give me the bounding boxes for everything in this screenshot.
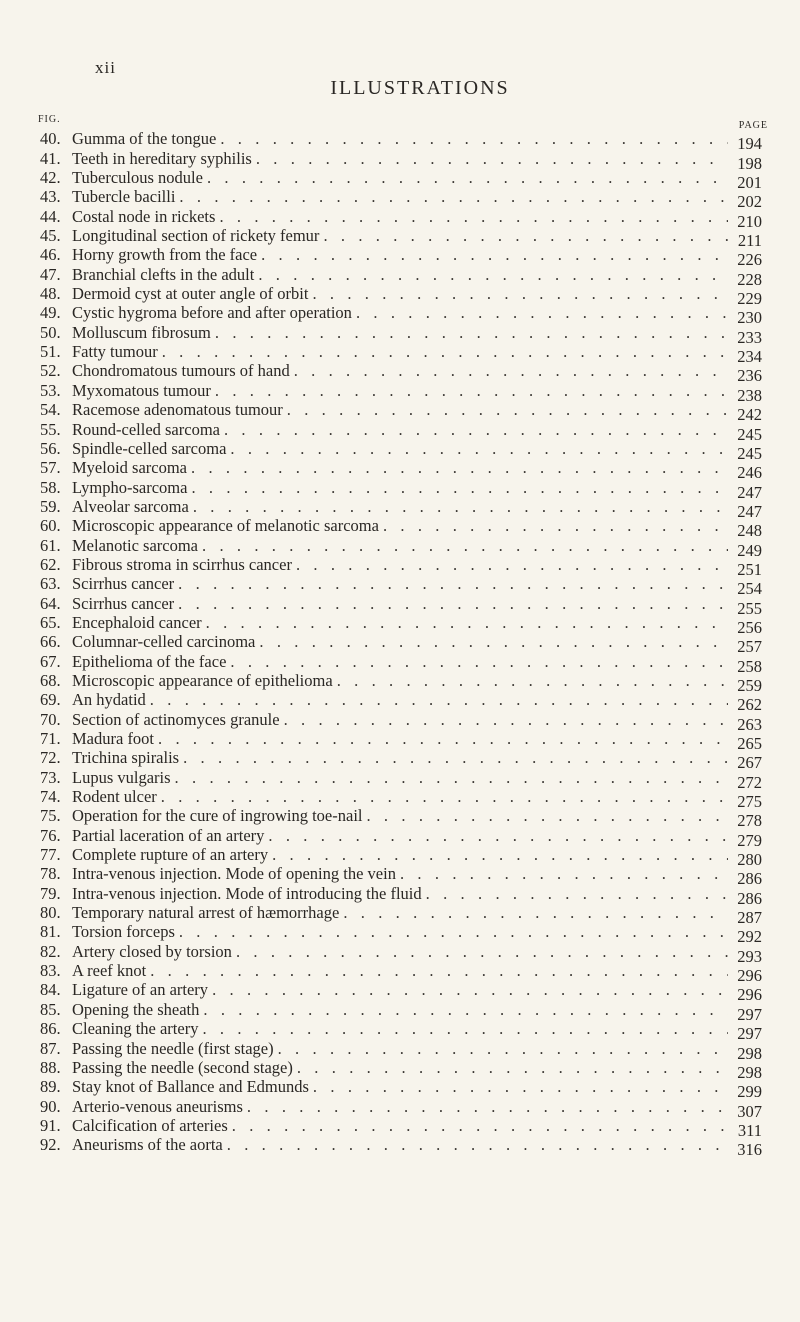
dot-leader	[179, 922, 728, 941]
page-reference: 265	[737, 734, 762, 753]
figure-number: 46.	[40, 245, 61, 265]
figure-number: 49.	[40, 303, 61, 323]
figure-number: 70.	[40, 709, 61, 729]
page-reference: 228	[737, 269, 762, 289]
page-reference: 233	[737, 327, 762, 347]
list-item	[40, 400, 762, 425]
page-reference: 286	[737, 888, 762, 908]
dot-leader	[426, 884, 728, 903]
dot-leader	[162, 342, 728, 361]
dot-leader	[343, 903, 728, 922]
page-reference: 245	[737, 443, 762, 463]
figure-title: Aneurisms of the aorta	[72, 1135, 223, 1155]
page-reference: 202	[737, 192, 762, 212]
figure-number: 77.	[40, 845, 61, 865]
page-reference: 247	[737, 501, 762, 521]
dot-leader	[258, 265, 728, 284]
list-item	[40, 361, 762, 386]
list-item	[40, 806, 762, 831]
list-item	[40, 690, 762, 715]
list-item	[40, 458, 762, 483]
dot-leader	[383, 516, 728, 535]
page-number: xii	[95, 58, 116, 77]
figure-number: 47.	[40, 264, 61, 284]
figure-number: 76.	[40, 825, 61, 845]
list-item	[40, 303, 762, 328]
dot-leader	[191, 458, 728, 477]
figure-title: Lympho-sarcoma	[72, 477, 188, 497]
figure-title: Madura foot	[72, 729, 155, 748]
figure-number: 74.	[40, 787, 61, 807]
figure-title: Costal node in rickets	[72, 206, 216, 226]
figure-title: Tuberculous nodule	[72, 168, 203, 188]
figure-title: Gumma of the tongue	[72, 129, 217, 149]
page-reference: 245	[737, 424, 762, 444]
dot-leader	[178, 594, 728, 613]
figure-number: 71.	[40, 729, 61, 748]
dot-leader	[261, 245, 728, 264]
page-reference: 236	[737, 366, 762, 386]
figure-title: Scirrhus cancer	[72, 593, 175, 613]
dot-leader	[175, 768, 728, 787]
figure-title: Teeth in hereditary syphilis	[72, 148, 252, 168]
figure-title: Melanotic sarcoma	[72, 535, 198, 555]
dot-leader	[178, 574, 728, 593]
dot-leader	[236, 942, 728, 961]
figure-title: Artery closed by torsion	[72, 941, 232, 961]
figure-number: 41.	[40, 148, 61, 168]
figure-number: 60.	[40, 516, 61, 536]
figure-title: Stay knot of Ballance and Edmunds	[72, 1077, 309, 1097]
figure-title: Cleaning the artery	[72, 1019, 199, 1039]
figure-title: Passing the needle (first stage)	[72, 1038, 274, 1058]
list-item	[40, 477, 762, 502]
figure-title: Dermoid cyst at outer angle of orbit	[72, 284, 309, 304]
figure-number: 45.	[40, 226, 61, 246]
figure-number: 91.	[40, 1115, 61, 1135]
page-reference: 296	[737, 985, 762, 1005]
page-reference: 238	[737, 385, 762, 405]
figure-title: Tubercle bacilli	[72, 187, 176, 207]
figure-title: Fatty tumour	[72, 342, 158, 362]
page-reference: 316	[737, 1140, 762, 1160]
figure-number: 66.	[40, 632, 61, 652]
figure-title: Microscopic appearance of epithelioma	[72, 670, 333, 690]
dot-leader	[179, 187, 728, 206]
page-reference: 255	[737, 598, 762, 618]
dot-leader	[202, 536, 728, 555]
figure-title: Branchial clefts in the adult	[72, 264, 255, 284]
page-reference: 263	[737, 714, 762, 734]
figure-title: Ligature of an artery	[72, 980, 209, 1000]
page-reference: 297	[737, 1004, 762, 1024]
figure-number: 52.	[40, 361, 61, 381]
figure-title: Alveolar sarcoma	[72, 496, 189, 516]
figure-number: 59.	[40, 496, 61, 516]
list-item	[40, 342, 762, 367]
figure-number: 42.	[40, 168, 61, 188]
list-item	[40, 535, 762, 560]
figure-number: 51.	[40, 342, 61, 362]
dot-leader	[203, 1000, 728, 1019]
list-item	[40, 574, 762, 599]
figure-number: 56.	[40, 438, 61, 458]
list-item	[40, 670, 762, 695]
figure-number: 55.	[40, 419, 61, 439]
page-reference: 234	[737, 347, 762, 367]
dot-leader	[158, 729, 728, 748]
page-reference: 280	[737, 850, 762, 870]
page-reference: 311	[737, 1120, 762, 1140]
dot-leader	[272, 845, 728, 864]
list-item	[40, 1077, 762, 1102]
list-item	[40, 632, 762, 657]
page-reference: 258	[737, 656, 762, 676]
figure-number: 62.	[40, 554, 61, 574]
page-reference: 254	[737, 579, 762, 599]
page-reference: 198	[737, 153, 762, 173]
list-item	[40, 961, 762, 986]
dot-leader	[230, 439, 728, 458]
dot-leader	[323, 226, 728, 245]
figure-title: Lupus vulgaris	[72, 767, 171, 787]
figure-number: 75.	[40, 806, 61, 826]
list-item	[40, 380, 762, 405]
page-reference: 246	[737, 463, 762, 483]
dot-leader	[202, 1019, 728, 1038]
figure-title: Chondromatous tumours of hand	[72, 361, 290, 381]
figure-number: 79.	[40, 883, 61, 903]
figure-number: 43.	[40, 187, 61, 207]
list-item	[40, 941, 762, 966]
figure-title: Operation for the cure of ingrowing toe-nail	[72, 806, 363, 826]
page-reference: 194	[737, 134, 762, 154]
list-item	[40, 148, 762, 173]
fig-column-label: FIG.	[38, 114, 61, 125]
illustrations-list	[40, 129, 762, 1160]
dot-leader	[284, 710, 728, 729]
figure-title: Rodent ulcer	[72, 787, 157, 807]
figure-title: Trichina spiralis	[72, 748, 180, 768]
figure-title: Round-celled sarcoma	[72, 419, 220, 439]
list-item	[40, 709, 762, 734]
list-item	[40, 245, 762, 270]
list-item	[40, 922, 762, 947]
list-item	[40, 1096, 762, 1121]
figure-number: 69.	[40, 690, 61, 710]
dot-leader	[268, 826, 728, 845]
figure-title: Intra-venous injection. Mode of opening the vein	[72, 864, 396, 884]
figure-number: 58.	[40, 477, 61, 497]
figure-title: Molluscum fibrosum	[72, 322, 211, 342]
page-reference: 230	[737, 308, 762, 328]
figure-number: 68.	[40, 670, 61, 690]
page-reference: 272	[737, 772, 762, 792]
figure-number: 54.	[40, 400, 61, 420]
figure-title: Cystic hygroma before and after operation	[72, 303, 352, 323]
figure-title: Intra-venous injection. Mode of introducing the fluid	[72, 883, 422, 903]
dot-leader	[207, 168, 728, 187]
figure-title: Arterio-venous aneurisms	[72, 1096, 243, 1116]
dot-leader	[183, 748, 728, 767]
figure-title: Temporary natural arrest of hæmorrhage	[72, 903, 340, 923]
page-reference: 249	[737, 540, 762, 560]
page-reference: 211	[737, 231, 762, 251]
figure-number: 61.	[40, 535, 61, 555]
figure-number: 85.	[40, 999, 61, 1019]
dot-leader	[313, 1077, 728, 1096]
figure-number: 84.	[40, 980, 61, 1000]
dot-leader	[150, 961, 728, 980]
dot-leader	[278, 1039, 728, 1058]
dot-leader	[259, 632, 728, 651]
page-reference: 242	[737, 405, 762, 425]
dot-leader	[256, 149, 728, 168]
dot-leader	[297, 1058, 728, 1077]
list-item	[40, 438, 762, 463]
figure-number: 64.	[40, 593, 61, 613]
page-reference: 256	[737, 617, 762, 637]
dot-leader	[287, 400, 728, 419]
page-reference: 251	[737, 559, 762, 579]
figure-title: Complete rupture of an artery	[72, 845, 269, 865]
figure-number: 65.	[40, 612, 61, 632]
page-reference: 278	[737, 811, 762, 831]
figure-title: An hydatid	[72, 690, 146, 710]
list-item	[40, 322, 762, 347]
list-item	[40, 593, 762, 618]
page-reference: 248	[737, 521, 762, 541]
figure-number: 82.	[40, 941, 61, 961]
dot-leader	[337, 671, 728, 690]
figure-title: Section of actinomyces granule	[72, 709, 280, 729]
dot-leader	[215, 381, 728, 400]
dot-leader	[356, 303, 728, 322]
list-item	[40, 1057, 762, 1082]
figure-title: Fibrous stroma in scirrhus cancer	[72, 554, 292, 574]
figure-number: 72.	[40, 748, 61, 768]
dot-leader	[212, 980, 728, 999]
list-item	[40, 612, 762, 637]
page-reference: 292	[737, 927, 762, 947]
list-item	[40, 516, 762, 541]
figure-number: 73.	[40, 767, 61, 787]
figure-title: Passing the needle (second stage)	[72, 1057, 293, 1077]
dot-leader	[294, 361, 728, 380]
dot-leader	[232, 1116, 728, 1135]
page-reference: 226	[737, 250, 762, 270]
list-item	[40, 1115, 762, 1140]
dot-leader	[191, 478, 728, 497]
page-reference: 210	[737, 211, 762, 231]
list-item	[40, 1038, 762, 1063]
list-item	[40, 264, 762, 289]
figure-title: Microscopic appearance of melanotic sarcoma	[72, 516, 379, 536]
dot-leader	[161, 787, 728, 806]
page-column-label: PAGE	[738, 120, 768, 131]
running-title: ILLUSTRATIONS	[330, 77, 510, 99]
figure-number: 53.	[40, 380, 61, 400]
figure-number: 67.	[40, 651, 61, 671]
figure-title: Torsion forceps	[72, 922, 175, 942]
dot-leader	[220, 129, 728, 148]
figure-number: 44.	[40, 206, 61, 226]
page-reference: 201	[737, 173, 762, 193]
list-item	[40, 787, 762, 812]
figure-number: 90.	[40, 1096, 61, 1116]
figure-number: 50.	[40, 322, 61, 342]
figure-title: Horny growth from the face	[72, 245, 258, 265]
figure-title: Encephaloid cancer	[72, 612, 202, 632]
list-item	[40, 748, 762, 773]
dot-leader	[312, 284, 728, 303]
list-item	[40, 554, 762, 579]
figure-number: 81.	[40, 922, 61, 942]
page-reference: 299	[737, 1082, 762, 1102]
figure-title: Longitudinal section of rickety femur	[72, 226, 320, 246]
page-reference: 259	[737, 675, 762, 695]
list-item	[40, 651, 762, 676]
page-reference: 298	[737, 1043, 762, 1063]
figure-number: 57.	[40, 458, 61, 478]
figure-number: 80.	[40, 903, 61, 923]
dot-leader	[230, 652, 728, 671]
figure-title: Epithelioma of the face	[72, 651, 227, 671]
list-item	[40, 168, 762, 193]
list-item	[40, 767, 762, 792]
dot-leader	[227, 1135, 728, 1154]
list-item	[40, 129, 762, 154]
figure-number: 83.	[40, 961, 61, 981]
dot-leader	[366, 806, 728, 825]
page-reference: 229	[737, 289, 762, 309]
page-reference: 293	[737, 946, 762, 966]
dot-leader	[193, 497, 728, 516]
list-item	[40, 980, 762, 1005]
figure-title: Calcification of arteries	[72, 1115, 228, 1135]
figure-number: 78.	[40, 864, 61, 884]
dot-leader	[296, 555, 728, 574]
dot-leader	[224, 420, 728, 439]
list-item	[40, 1019, 762, 1044]
figure-title: Columnar-celled carcinoma	[72, 632, 256, 652]
figure-title: A reef knot	[72, 961, 147, 981]
page-reference: 275	[737, 792, 762, 812]
figure-title: Scirrhus cancer	[72, 574, 175, 594]
list-item	[40, 729, 762, 753]
figure-number: 40.	[40, 129, 61, 149]
figure-title: Myeloid sarcoma	[72, 458, 188, 478]
list-item	[40, 825, 762, 850]
list-item	[40, 864, 762, 889]
list-item	[40, 883, 762, 908]
list-item	[40, 206, 762, 231]
figure-title: Myxomatous tumour	[72, 380, 211, 400]
dot-leader	[247, 1097, 728, 1116]
page-reference: 257	[737, 637, 762, 657]
list-item	[40, 845, 762, 870]
figure-number: 48.	[40, 284, 61, 304]
page-reference: 286	[737, 869, 762, 889]
figure-number: 87.	[40, 1038, 61, 1058]
figure-title: Spindle-celled sarcoma	[72, 438, 227, 458]
list-item	[40, 1135, 762, 1160]
page-reference: 307	[737, 1101, 762, 1121]
list-item	[40, 903, 762, 928]
figure-number: 63.	[40, 574, 61, 594]
figure-number: 92.	[40, 1135, 61, 1155]
page-reference: 287	[737, 908, 762, 928]
dot-leader	[400, 864, 728, 883]
page-reference: 262	[737, 695, 762, 715]
figure-title: Racemose adenomatous tumour	[72, 400, 283, 420]
list-item	[40, 419, 762, 444]
dot-leader	[206, 613, 728, 632]
list-item	[40, 496, 762, 521]
list-item	[40, 187, 762, 212]
figure-title: Opening the sheath	[72, 999, 200, 1019]
page-reference: 247	[737, 482, 762, 502]
figure-number: 88.	[40, 1057, 61, 1077]
dot-leader	[219, 207, 728, 226]
dot-leader	[215, 323, 728, 342]
figure-title: Partial laceration of an artery	[72, 825, 265, 845]
page-reference: 267	[737, 753, 762, 773]
dot-leader	[150, 690, 728, 709]
list-item	[40, 999, 762, 1024]
list-item	[40, 284, 762, 309]
figure-number: 89.	[40, 1077, 61, 1097]
page-reference: 296	[737, 966, 762, 986]
figure-number: 86.	[40, 1019, 61, 1039]
page-reference: 279	[737, 830, 762, 850]
page-reference: 297	[737, 1024, 762, 1044]
page-reference: 298	[737, 1062, 762, 1082]
list-item	[40, 226, 762, 251]
